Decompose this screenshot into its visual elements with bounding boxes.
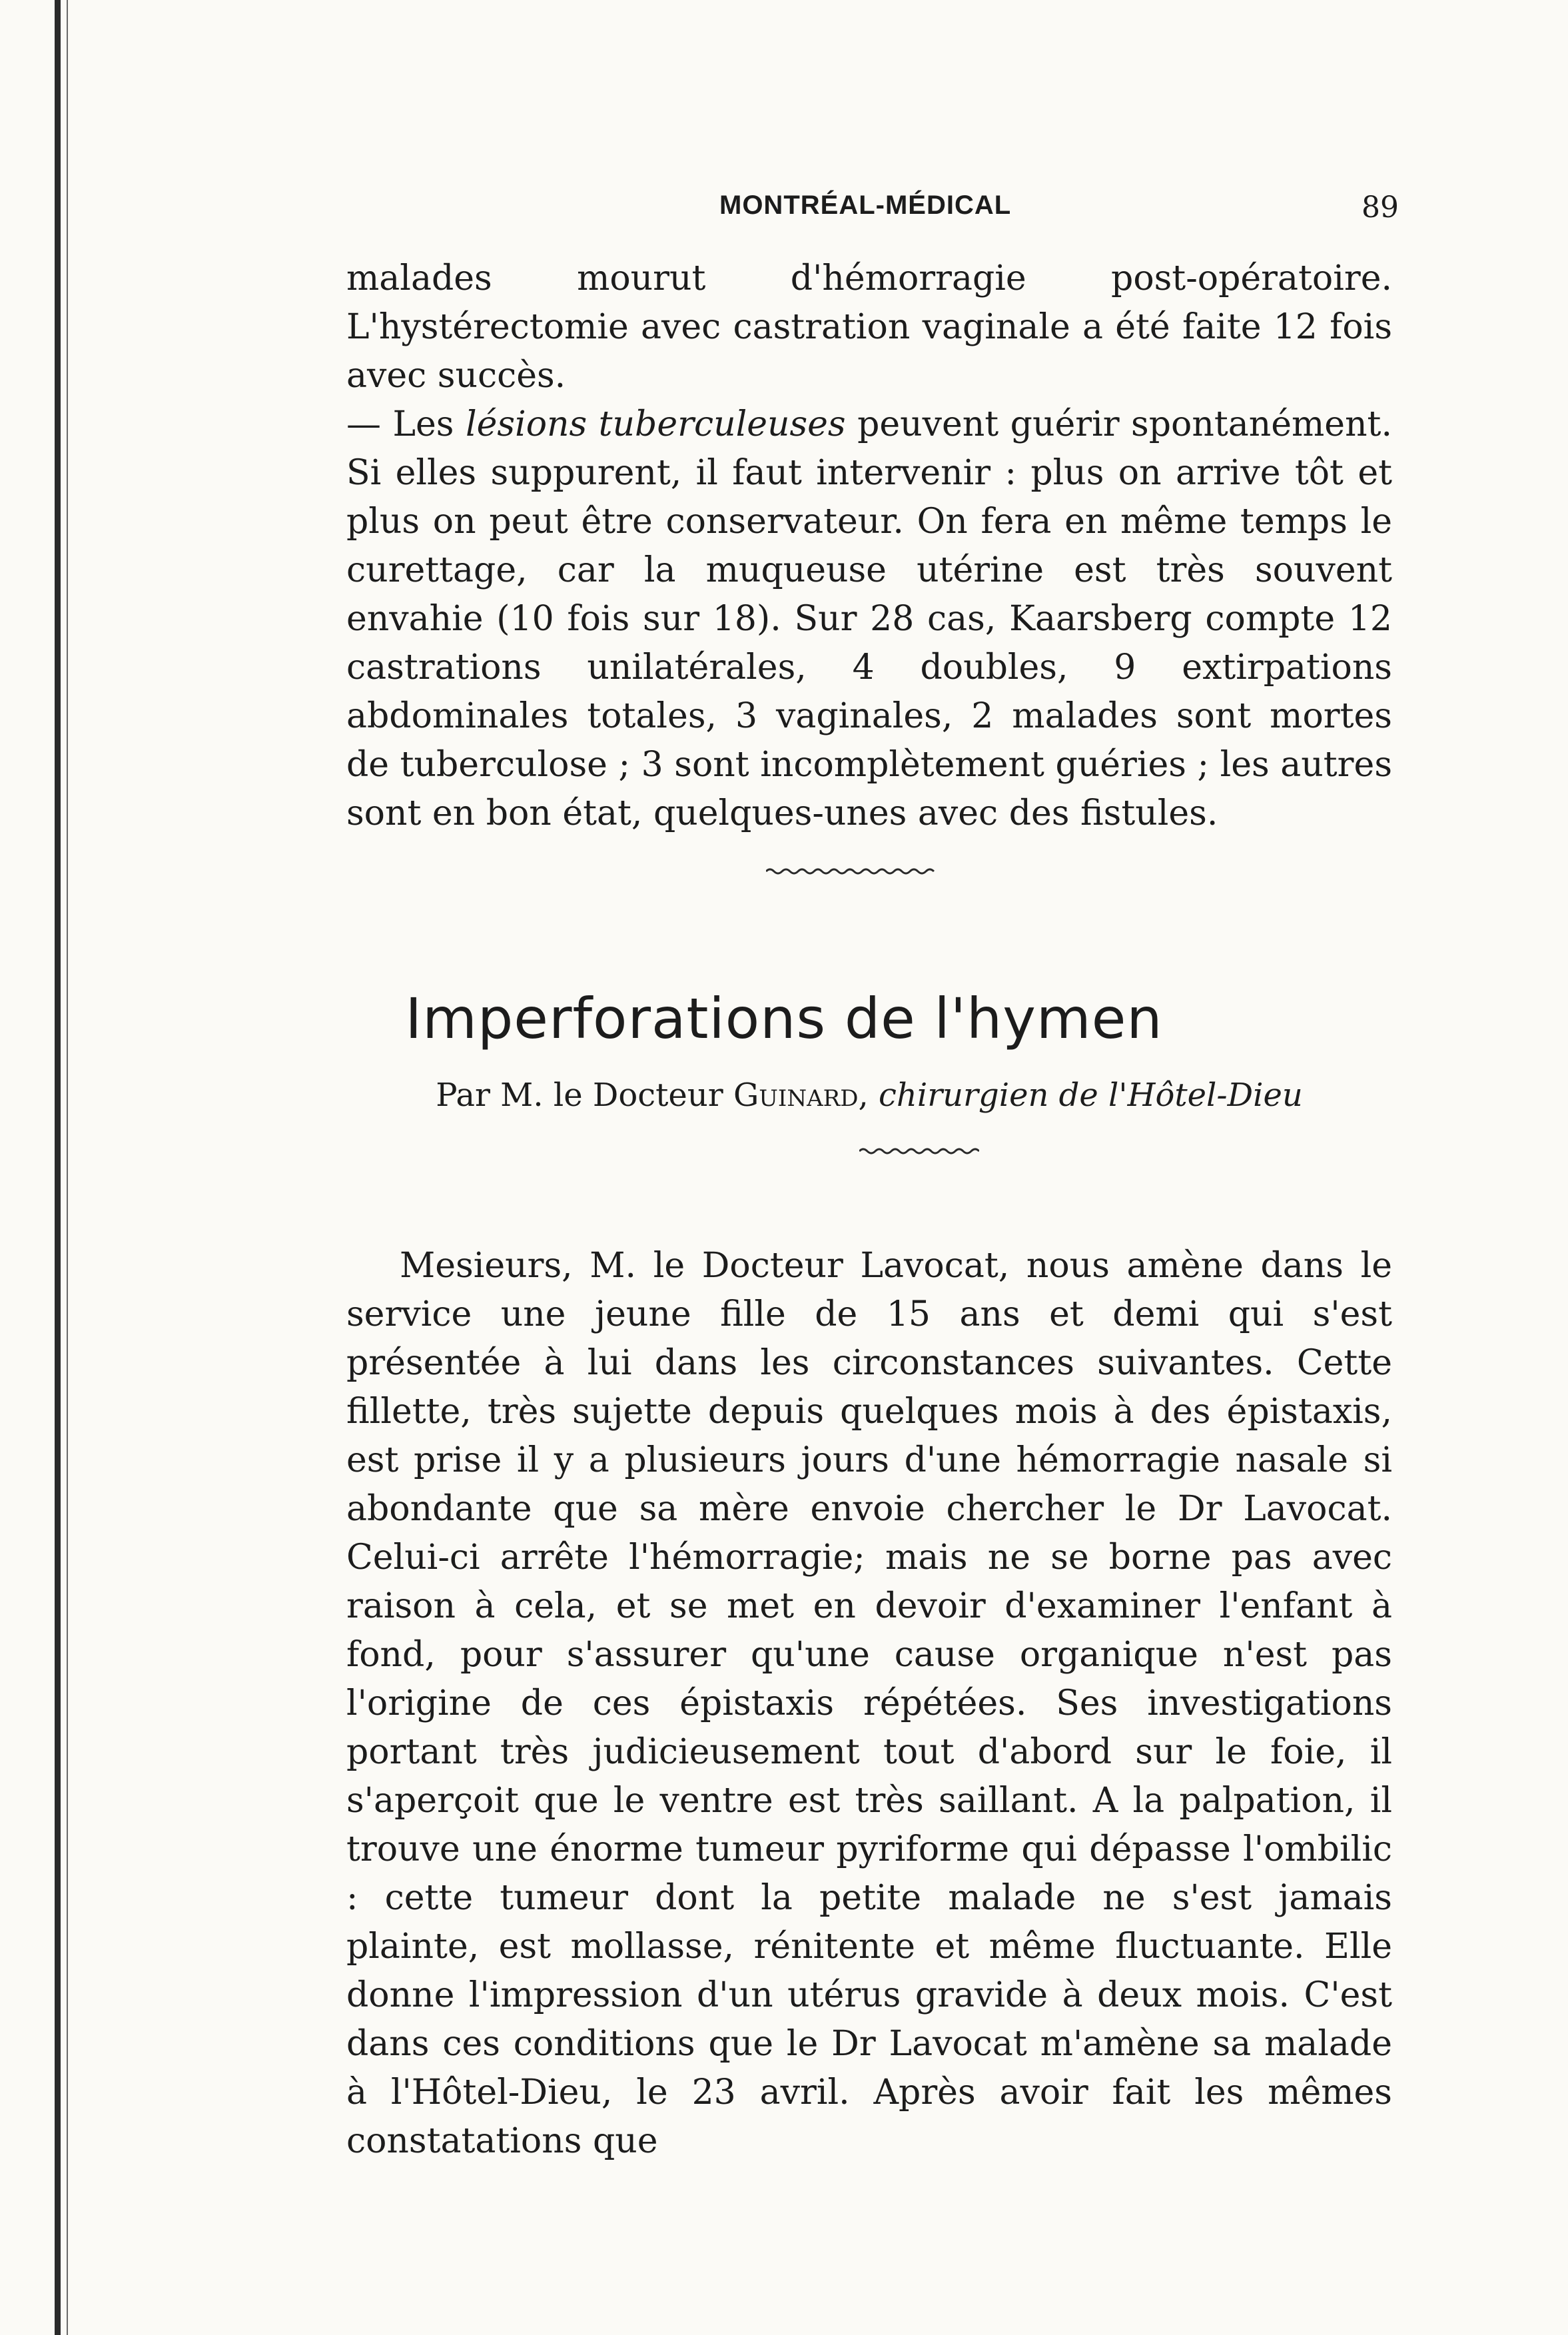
journal-name: MONTRÉAL-MÉDICAL [719, 191, 1012, 220]
page-number: 89 [1362, 191, 1399, 225]
page-binding-line [67, 0, 68, 2335]
byline-role: chirurgien de l'Hôtel-Dieu [879, 1077, 1303, 1114]
page-binding-edge [55, 0, 61, 2335]
continued-paragraph-2 [346, 400, 1392, 838]
article-body-paragraph: Mesieurs, M. le Docteur Lavocat, nous amène dans le service une jeune fille de 15 ans et demi qui s'est présentée à lui dans les circonstances suivantes. Cette fillette, très sujette depuis quelques mois à des épistaxis, est prise il y a plusieurs jours d'une hémorragie nasale si abondante que sa mère envoie chercher le Dr Lavocat. Celui-ci arrête l'hémorragie; mais ne se borne pas avec raison à cela, et se met en devoir d'examiner l'enfant à fond, pour s'assurer qu'une cause organique n'est pas l'origine de ces épistaxis répétées. Ses investigations portant très judicieusement tout d'abord sur le foie, il s'aperçoit que le ventre est très saillant. A la palpation, il trouve une énorme tumeur pyriforme qui dépasse l'ombilic : cette tumeur dont la petite malade ne s'est jamais plainte, est mollasse, rénitente et même fluctuante. Elle donne l'impression d'un utérus gravide à deux mois. C'est dans ces conditions que le Dr Lavocat m'amène sa malade à l'Hôtel-Dieu, le 23 avril. Après avoir fait les mêmes constatations que [346, 1246, 1392, 2161]
article-title: Imperforations de l'hymen [405, 986, 1163, 1051]
continued-paragraph-1: malades mourut d'hémorragie post-opératoire. L'hystérectomie avec castration vaginale a été faite 12 fois avec succès. [346, 258, 1392, 396]
running-header [346, 191, 1399, 231]
italic-term: lésions tuberculeuses [465, 404, 846, 444]
section-divider-ornament [766, 866, 939, 877]
paragraph-rest: peuvent guérir spontanément. Si elles suppurent, il faut intervenir : plus on arrive tôt et plus on peut être conservateur. On fera en même temps le curettage, car la muqueuse utérine est très souvent envahie (10 fois sur 18). Sur 28 cas, Kaarsberg compte 12 castrations unilatérales, 4 doubles, 9 extirpations abdominales totales, 3 vaginales, 2 malades sont mortes de tuberculose ; 3 sont incomplètement guéries ; les autres sont en bon état, quelques-unes avec des fistules. [346, 404, 1392, 833]
continued-section [346, 254, 1392, 838]
title-divider-ornament [859, 1146, 979, 1157]
byline-prefix: Par M. le Docteur [436, 1077, 733, 1114]
dash-lead: — Les [346, 404, 466, 444]
byline-author: Guinard [733, 1077, 859, 1114]
article-byline: Par M. le Docteur Guinard, chirurgien de l'Hôtel-Dieu [436, 1077, 1303, 1114]
